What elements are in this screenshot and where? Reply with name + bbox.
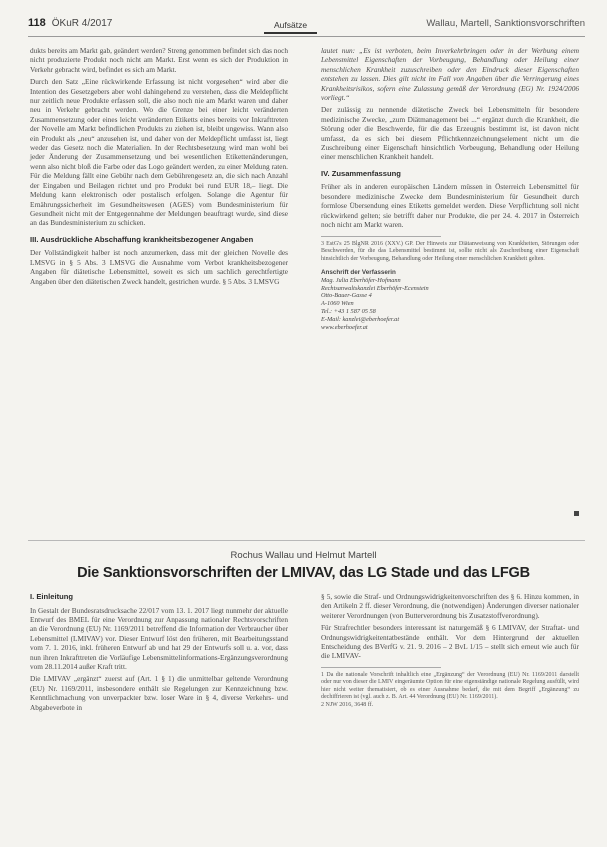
running-header bbox=[28, 14, 585, 37]
paragraph: Der Vollständigkeit halber ist noch anzumerken, dass mit der gleichen Novelle des LMSVG in § 5 Abs. 3 LMSVG die Ausnahme vom Verbot krankheitsbezogener Angaben für diätetische Lebensmittel, soweit es sich um sachlich gerechtfertigte Angaben über den diätetischen Zweck handelt, gestrichen wurde. § 5 Abs. 3 LMSVG bbox=[30, 248, 288, 286]
bottom-left-column bbox=[30, 592, 288, 715]
author-line: A-1060 Wien bbox=[321, 300, 354, 308]
paragraph: dukts bereits am Markt gab, geändert werden? Streng genommen befindet sich das noch nicht produzierte Produkt noch nicht am Markt. Erst wenn es sich der Produktion in Verkehr gebracht wird, befindet es sich am Markt. bbox=[30, 46, 288, 74]
running-title: Wallau, Martell, Sanktionsvorschriften bbox=[426, 18, 585, 29]
article-authors: Rochus Wallau und Helmut Martell bbox=[230, 550, 377, 561]
author-address-label: Anschrift der Verfasserin bbox=[321, 269, 396, 276]
top-left-column bbox=[30, 46, 288, 289]
quoted-paragraph: lautet nun: „Es ist verboten, beim Inverkehrbringen oder in der Werbung einem Lebensmittel Eigenschaften der Vorbeugung, Behandlung oder Heilung einer menschlichen Krankheit zuzuschreiben oder den Eindruck dieser Eigenschaften entstehen zu lassen. Dies gilt nicht im Fall von Angaben über die Verringerung eines Krankheitsrisikos, sofern eine Zulassung gemäß der Verordnung (EG) Nr. 1924/2006 vorliegt.“ bbox=[321, 46, 579, 103]
journal-name: ÖKuR 4/2017 bbox=[51, 18, 113, 29]
paragraph: In Gestalt der Bundesratsdrucksache 22/017 vom 13. 1. 2017 liegt nunmehr der aktuelle Entwurf des BMEL für eine Verordnung zur Anpassung nationaler Rechtsvorschriften an die Verordnung (EU) Nr. 1169/2011 betreffend die Information der Verbraucher über Lebensmittel (LMIVAV) vor. Dieser Entwurf löst den früheren, mit Bearbeitungsstand vom 7. 1. 2016, inkl. früheren Entwurf ab und hat 29 der Entwurfs soll u. a. vor, dass nun ihren Inkrafttreten die Vorläufige Lebensmittelinformations-Ergänzungsverordnung vom 28.11.2014 außer Kraft tritt. bbox=[30, 605, 288, 672]
footnote-1: 1 Da die nationale Vorschrift inhaltlich eine „Ergänzung“ der Verordnung (EU) Nr. 1169/2011 darstellt oder nur von dieser die LMIV eingeräumte Option für eine eigenständige nationale Regelung ausfüllt, wird hier nicht weiter thematisiert, ob es einer Ausnahme bedarf, die mit dem Begriff „Ergänzung“ zu dechiffrieren ist (vgl. auch z. B. Art. 44 Verordnung (EU) Nr. 1169/2011). bbox=[321, 671, 579, 701]
top-right-column bbox=[321, 46, 579, 516]
author-address bbox=[321, 269, 579, 331]
footnote-3: 3 EstG's 25 BlgNR 2016 (XXV.) GP. Der Hinweis zur Diätanweisung von Krankheiten, Störungen oder Beschwerden, für die das Lebensmittel bestimmt ist, sollte nicht als Zuschreibung einer Eigenschaft hinsichtlich der Vorbeugung, Behandlung oder Heilung einer menschlichen Krankheit gelten. bbox=[321, 240, 579, 262]
author-line: Tel.: +43 1 587 05 58 bbox=[321, 307, 376, 315]
author-line: Rechtsanwaltskanzlei Eberhöfer-Ecenstein bbox=[321, 284, 429, 292]
article-divider bbox=[28, 540, 585, 541]
paragraph: Durch den Satz „Eine rückwirkende Erfassung ist nicht vorgesehen“ wird aber die Intention des Gesetzgebers aber wohl dahingehend zu verstehen, dass die Meldepflicht nur zeitlich neue Produkte erfassen soll, die also noch nie am Markt waren und daher neu in Verkehr gebracht werden. Wo die Grenze bei einer leicht veränderten Zusammensetzung oder eines leicht veränderten Etiketts eines bereits vor Inkrafttreten der Novelle am Markt befindlichen Produkts zu ziehen ist, bleibt ungewiss. Wann also ein Produkt als „neu“ anzusehen ist, und daher von der Meldepflicht umfasst ist, liegt weder das Gesetz noch die Materialien. In der Rechtsbesetzung wird man wohl bei jeder Änderung der Zusammensetzung und bei wesentlichen Etikettenänderungen, wenn also nicht bloß die Farbe oder das Logo geändert werden, zu einer Meldung raten. Für die Meldung fällt eine Gebühr nach dem Gebührengesetz an, die sich nach Anzahl der Eingaben und Beilagen richtet und pro Produkt bei rund EUR 18,– liegt. Die Meldung kann elektronisch oder postalisch erfolgen. Solange die Agentur für Ernährungssicherheit im Gesundheitswesen (AGES) vom Bundesministerium für Gesundheit nicht mit der Entgegennahme der Meldungen beauftragt wurde, sind diese an das Bundesministerium zu schicken. bbox=[30, 77, 288, 228]
paragraph: § 5, sowie die Straf- und Ordnungswidrigkeitenvorschriften des § 6. Hinzu kommen, in den Artikeln 2 ff. dieser Verordnung, die (notwendigen) Änderungen diverser nationaler weiterer Verordnungen (von Butterverordnung bis Zusatzstoffverordnung). bbox=[321, 592, 579, 620]
page-number: 118 bbox=[28, 17, 46, 29]
article-title: Die Sanktionsvorschriften der LMIVAV, das LG Stade und das LFGB bbox=[77, 565, 530, 581]
paragraph: Früher als in anderen europäischen Ländern müssen in Österreich Lebensmittel für besondere medizinische Zwecke dem Bundesministerium für Gesundheit durch formlose Übersendung eines Etiketts gemeldet werden. Diese Verpflichtung soll nicht rückwirkend gelten; sie betrifft daher nur Produkte, die per 24. 4. 2017 in Österreich noch nicht am Markt waren. bbox=[321, 182, 579, 230]
author-name: Mag. Julia Eberhöfer-Hofmann bbox=[321, 276, 401, 284]
journal-info bbox=[28, 17, 112, 29]
paragraph: Für Strafrechtler besonders interessant ist naturgemäß § 6 LMIVAV, der Straftat- und Ordnungswidrigkeitentatbestände enthält. Vor dem Hintergrund der aktuellen Entscheidung des BVerfG v. 21. 9. 2016 – 2 BvL 1/15 – stellt sich erneut wie auch für die LMIVAV- bbox=[321, 623, 579, 661]
author-line: Otto-Bauer-Gasse 4 bbox=[321, 292, 372, 300]
section-label: Aufsätze bbox=[264, 20, 317, 34]
footnote-2: 2 NJW 2016, 3648 ff. bbox=[321, 701, 374, 708]
section-heading-3: III. Ausdrückliche Abschaffung krankheitsbezogener Angaben bbox=[30, 234, 254, 244]
author-website: www.eberhoefer.at bbox=[321, 323, 368, 331]
author-email: E-Mail: kanzlei@eberhoefer.at bbox=[321, 315, 400, 323]
footnote-rule bbox=[321, 667, 441, 668]
end-of-article-mark bbox=[574, 511, 579, 516]
bottom-right-column bbox=[321, 592, 579, 709]
section-heading-4: IV. Zusammenfassung bbox=[321, 168, 401, 178]
paragraph: Die LMIVAV „ergänzt“ zuerst auf (Art. 1 § 1) die unmittelbar geltende Verordnung (EU) Nr. 1169/2011, insbesondere enthält sie Regelungen zur Kennzeichnung bzw. Kenntlichmachung von unverpackter bzw. loser Ware in § 4, diverse Verkehrs- und Abgabeverbote in bbox=[30, 674, 288, 712]
footnotes bbox=[321, 667, 579, 710]
section-heading-1: I. Einleitung bbox=[30, 592, 74, 601]
paragraph: Der zulässig zu nennende diätetische Zweck bei Lebensmitteln für besondere medizinische Zwecke, „zum Diätmanagement bei ...“ ergänzt durch die Krankheit, die Störung oder die Beschwerde, für die das Erzeugnis bestimmt ist, ist davon nicht umfasst, da es sich bei diesem Pflichtkennzeichnungselement nicht um die Zuschreibung einer Eigenschaft hinsichtlich Vorbeugung, Behandlung oder Heilung einer menschlichen Krankheit handelt. bbox=[321, 105, 579, 162]
